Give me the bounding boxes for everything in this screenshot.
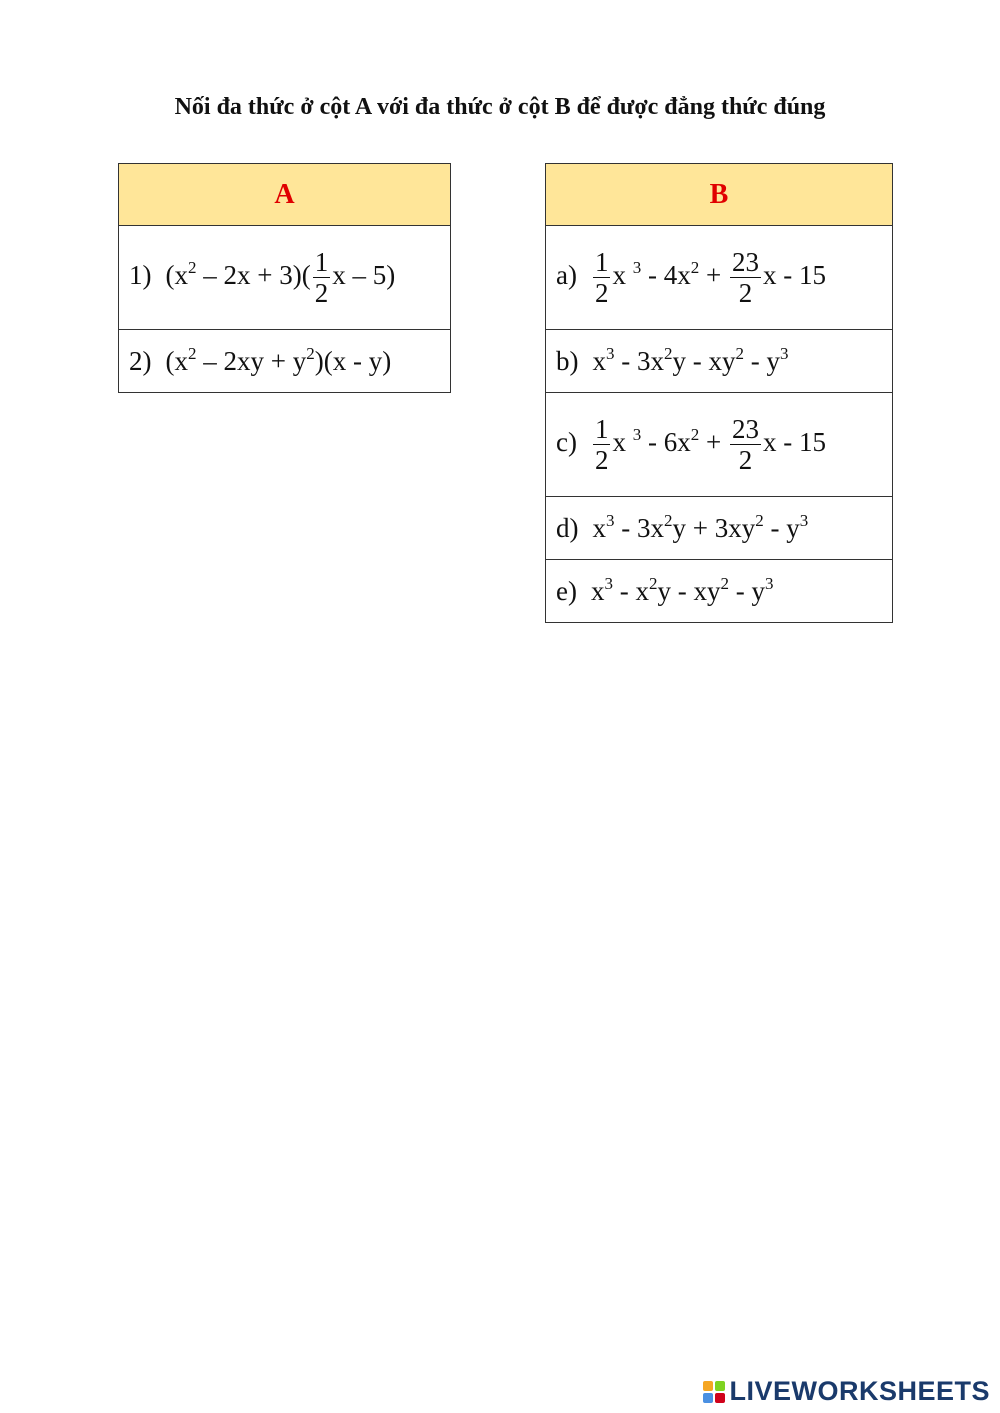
page-title: Nối đa thức ở cột A với đa thức ở cột B để được đẳng thức đúng [174, 94, 826, 120]
fraction: $\frac{1}{2}$ [594, 413, 609, 475]
item-label: d) [556, 512, 579, 543]
item-label: e) [556, 575, 577, 606]
column-a-item-1[interactable]: 1) $(x^2 - 2x + 3)$( $\frac{1}{2}$ x – 5) [119, 226, 451, 330]
liveworksheets-logo-icon [703, 1381, 725, 1403]
column-a-header: A [119, 164, 451, 226]
logo-text: LIVEWORKSHEETS [729, 1376, 990, 1406]
column-a-table [118, 163, 451, 393]
fraction: $\frac{1}{2}$ [594, 246, 609, 308]
fraction: $\frac{23}{2}$ [731, 413, 759, 475]
liveworksheets-logo[interactable] [703, 1376, 990, 1407]
fraction: $\frac{1}{2}$ [314, 246, 329, 308]
column-b-item-d[interactable]: d) $x^3 - 3x^2y + 3xy^2 - y^3$ [546, 497, 893, 560]
column-b-item-a[interactable]: a) $\frac{1}{2}$ x $^3 - 4x^2$ + $\frac{23}{2}$ x - 15 [546, 226, 893, 330]
column-b-item-b[interactable]: b) $x^3 - 3x^2y - xy^2 - y^3$ [546, 330, 893, 393]
column-b-header: B [546, 164, 893, 226]
item-label: 1) [129, 259, 152, 290]
column-a-item-2[interactable]: 2) $(x^2 - 2xy + y^2)(x - y)$ [119, 330, 451, 393]
item-label: c) [556, 426, 577, 457]
item-label: b) [556, 345, 579, 376]
column-b-table [545, 163, 893, 623]
column-b-item-c[interactable]: c) $\frac{1}{2}$ x $^3 - 6x^2$ + $\frac{23}{2}$ x - 15 [546, 393, 893, 497]
item-label: a) [556, 259, 577, 290]
fraction: $\frac{23}{2}$ [731, 246, 759, 308]
column-b-item-e[interactable]: e) $x^3 - x^2y - xy^2 - y^3$ [546, 560, 893, 623]
item-label: 2) [129, 345, 152, 376]
